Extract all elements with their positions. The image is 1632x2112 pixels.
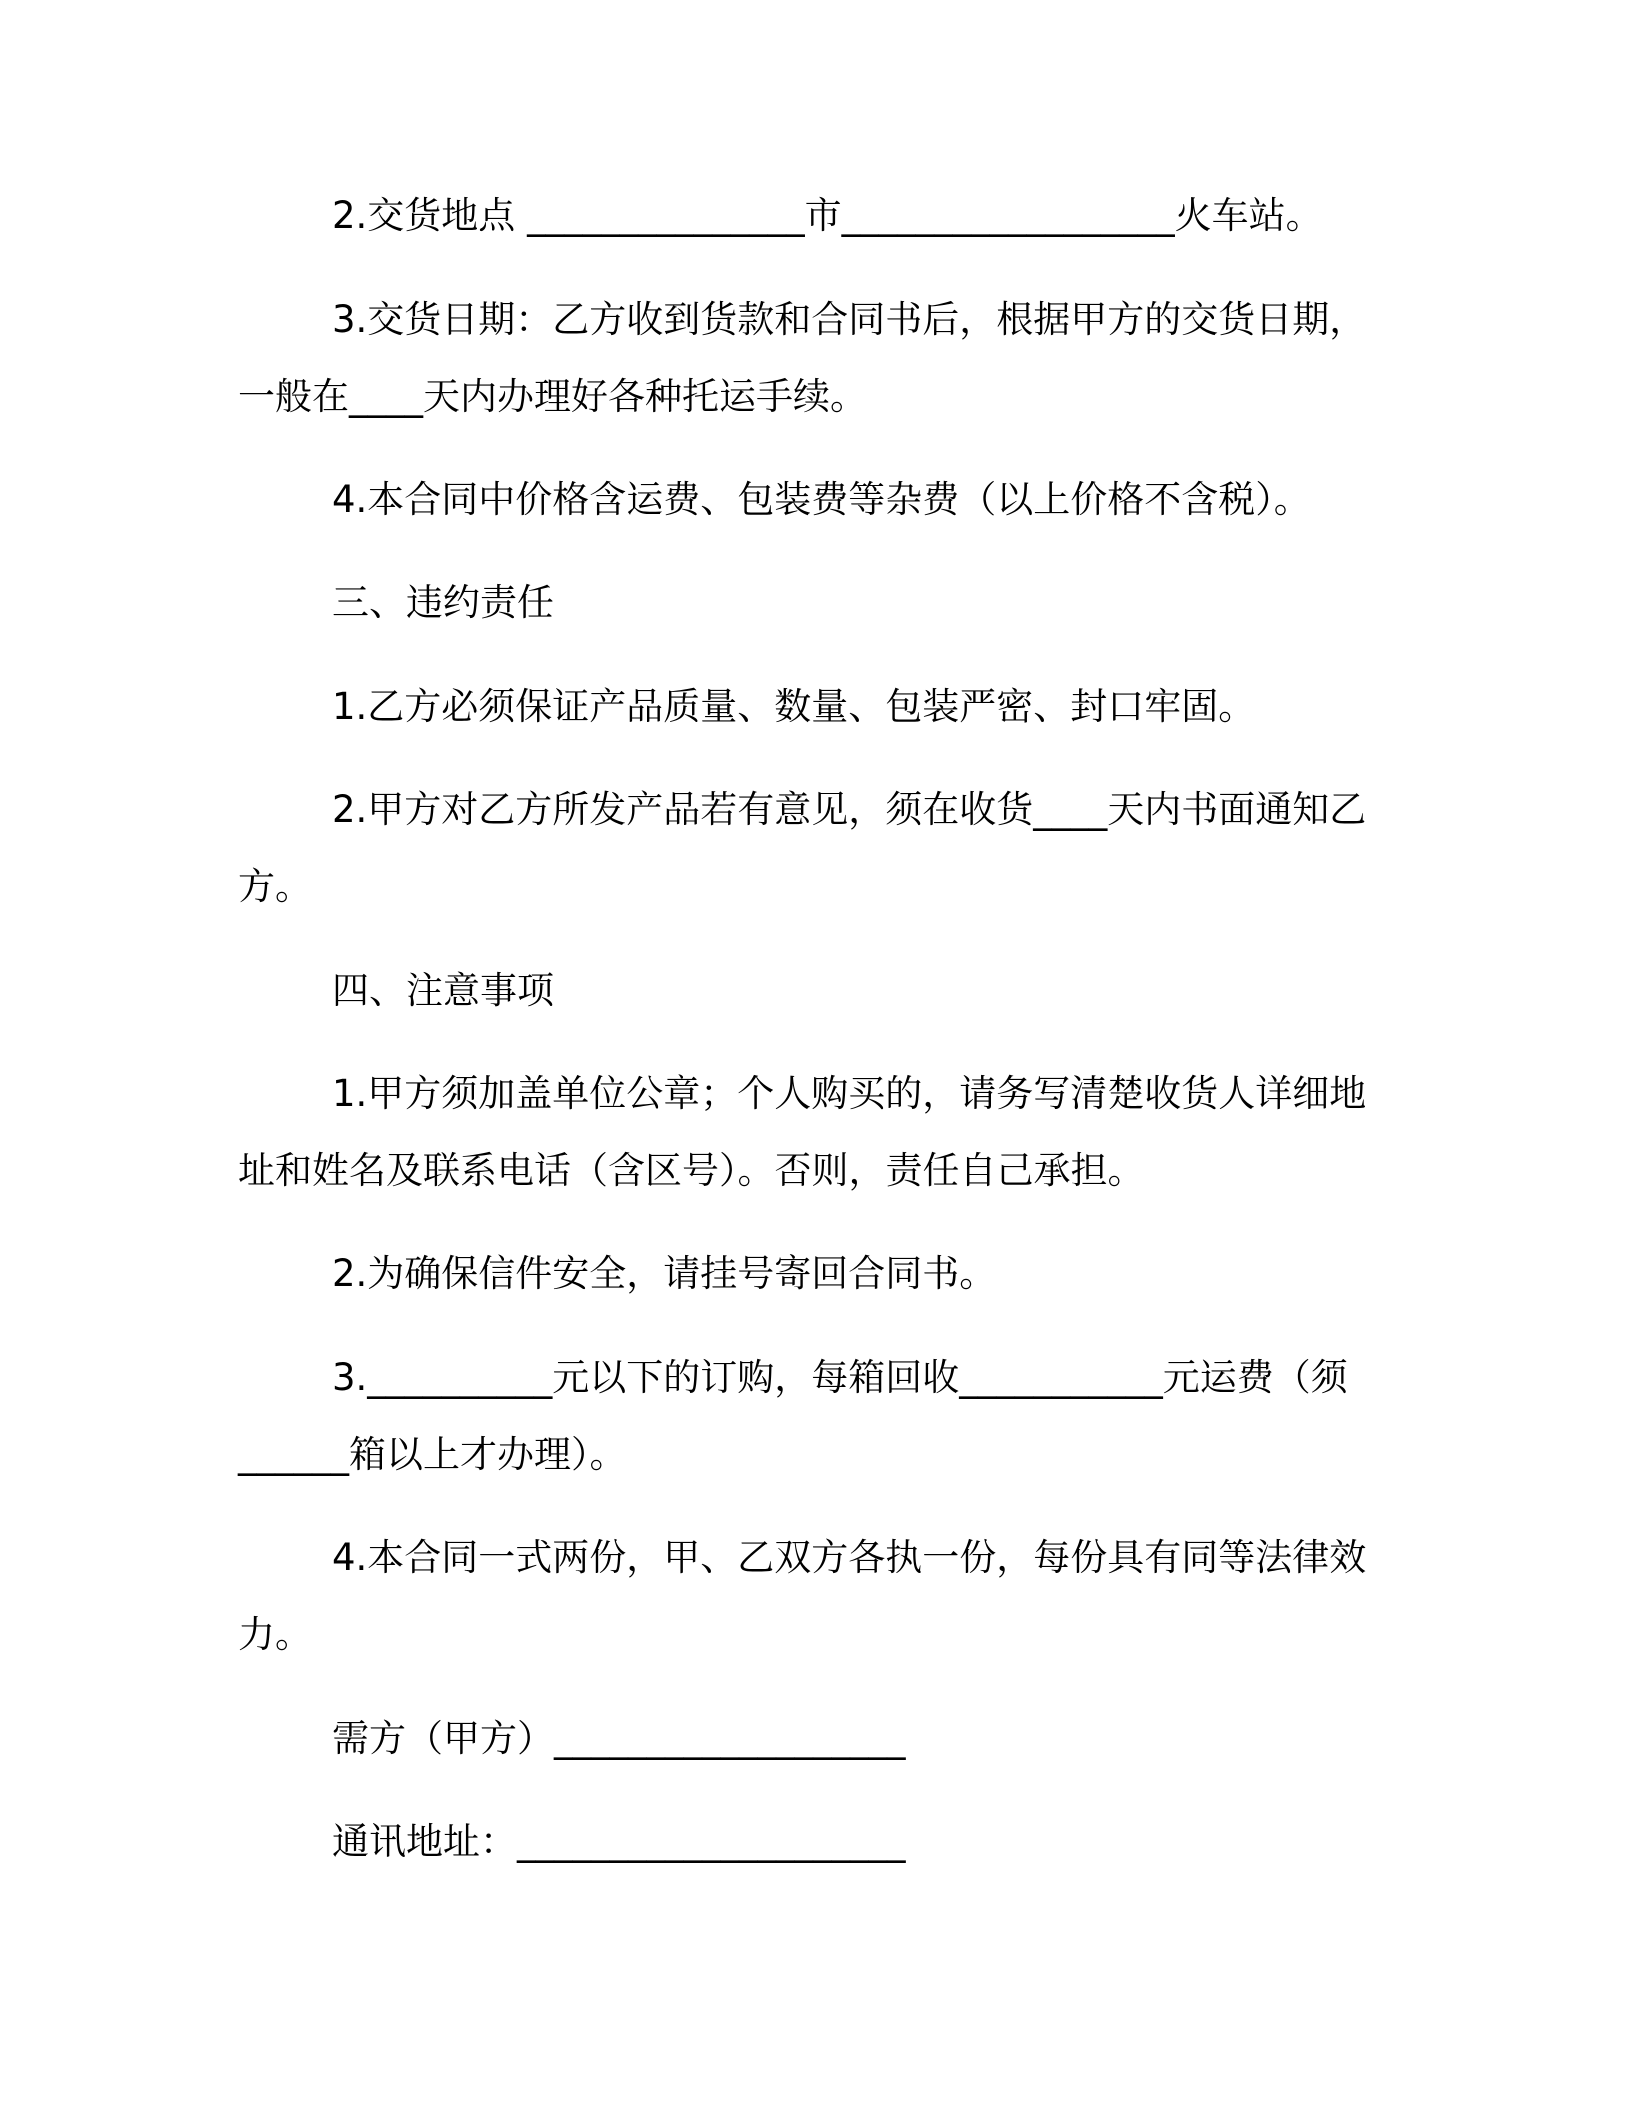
notes-item-1: 1.甲方须加盖单位公章；个人购买的，请务写清楚收货人详细地 [332,1072,1367,1115]
notes-item-2: 2.为确保信件安全，请挂号寄回合同书。 [332,1252,997,1295]
notes-item-3-cont: ______箱以上才办理）。 [238,1433,627,1476]
address-line: 通讯地址：_____________________ [332,1820,906,1863]
notes-item-3: 3.__________元以下的订购，每箱回收___________元运费（须 [332,1356,1348,1399]
delivery-date-line: 3.交货日期：乙方收到货款和合同书后，根据甲方的交货日期， [332,298,1367,341]
notes-item-4: 4.本合同一式两份，甲、乙双方各执一份，每份具有同等法律效 [332,1536,1367,1579]
buyer-signature-line: 需方（甲方）___________________ [332,1717,906,1760]
delivery-date-line-cont: 一般在____天内办理好各种托运手续。 [238,375,867,418]
price-note-line: 4.本合同中价格含运费、包装费等杂费（以上价格不含税）。 [332,478,1311,521]
section-heading-liability: 三、违约责任 [332,581,554,624]
liability-item-2: 2.甲方对乙方所发产品若有意见，须在收货____天内书面通知乙 [332,788,1367,831]
liability-item-2-cont: 方。 [238,865,312,908]
notes-item-4-cont: 力。 [238,1613,312,1656]
delivery-location-line: 2.交货地点 _______________市__________________火车站。 [332,194,1323,237]
notes-item-1-cont: 址和姓名及联系电话（含区号）。否则，责任自己承担。 [238,1149,1145,1192]
section-heading-notes: 四、注意事项 [332,969,554,1012]
liability-item-1: 1.乙方必须保证产品质量、数量、包装严密、封口牢固。 [332,685,1256,728]
